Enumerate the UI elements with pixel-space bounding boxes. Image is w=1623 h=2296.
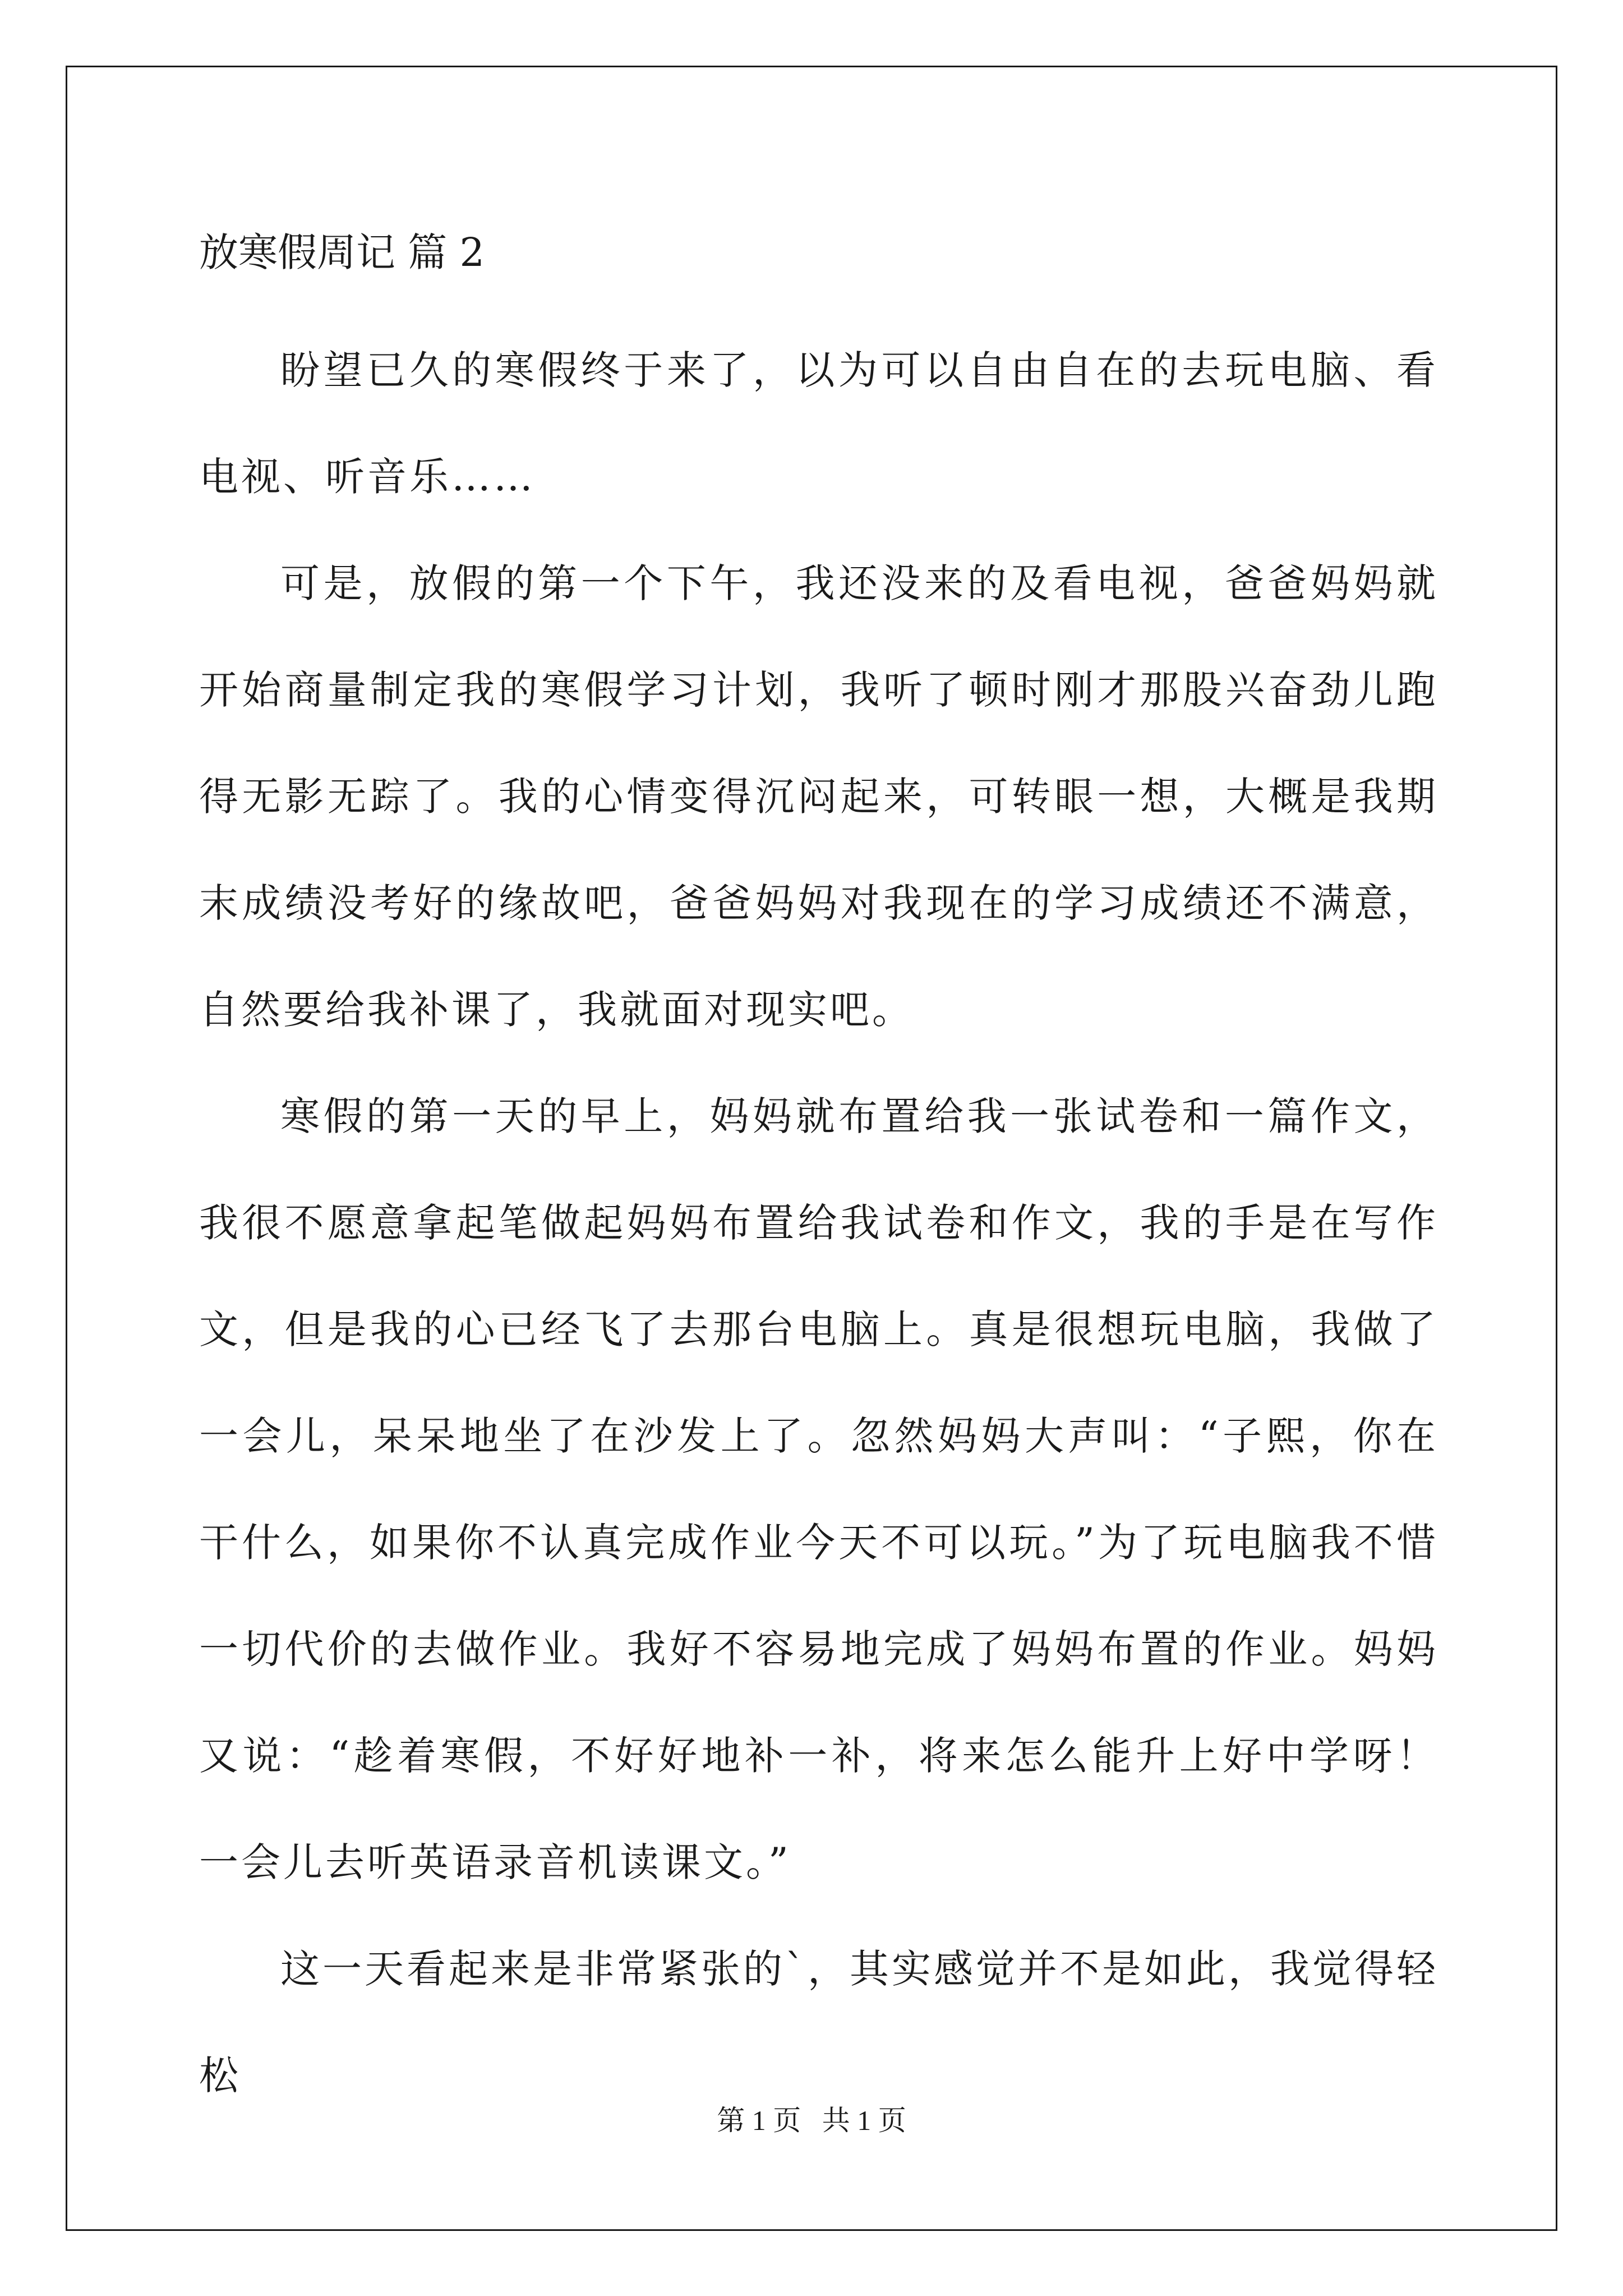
page-number: 第 1 页 共 1 页 bbox=[717, 2105, 906, 2136]
paragraph: 可是，放假的第一个下午，我还没来的及看电视，爸爸妈妈就开始商量制定我的寒假学习计划，我听了顿时刚才那股兴奋劲儿跑得无影无踪了。我的心情变得沉闷起来，可转眼一想，大概是我期末成绩没考好的缘故吧，爸爸妈妈对我现在的学习成绩还不满意，自然要给我补课了，我就面对现实吧。 bbox=[199, 560, 1438, 1033]
paragraph: 盼望已久的寒假终于来了，以为可以自由自在的去玩电脑、看电视、听音乐…… bbox=[199, 347, 1438, 500]
paragraph: 寒假的第一天的早上，妈妈就布置给我一张试卷和一篇作文，我很不愿意拿起笔做起妈妈布置给我试卷和作文，我的手是在写作文，但是我的心已经飞了去那台电脑上。真是很想玩电脑，我做了一会儿，呆呆地坐了在沙发上了。忽然妈妈大声叫：“子熙，你在干什么，如果你不认真完成作业今天不可以玩。”为了玩电脑我不惜一切代价的去做作业。我好不容易地完成了妈妈布置的作业。妈妈又说：“趁着寒假，不好好地补一补，将来怎么能升上好中学呀！一会儿去听英语录音机读课文。” bbox=[199, 1093, 1438, 1885]
paragraph: 这一天看起来是非常紧张的`，其实感觉并不是如此，我觉得轻松 bbox=[199, 1946, 1438, 2099]
document-title: 放寒假周记 篇 2 bbox=[199, 229, 485, 275]
document-body bbox=[199, 317, 1438, 2129]
